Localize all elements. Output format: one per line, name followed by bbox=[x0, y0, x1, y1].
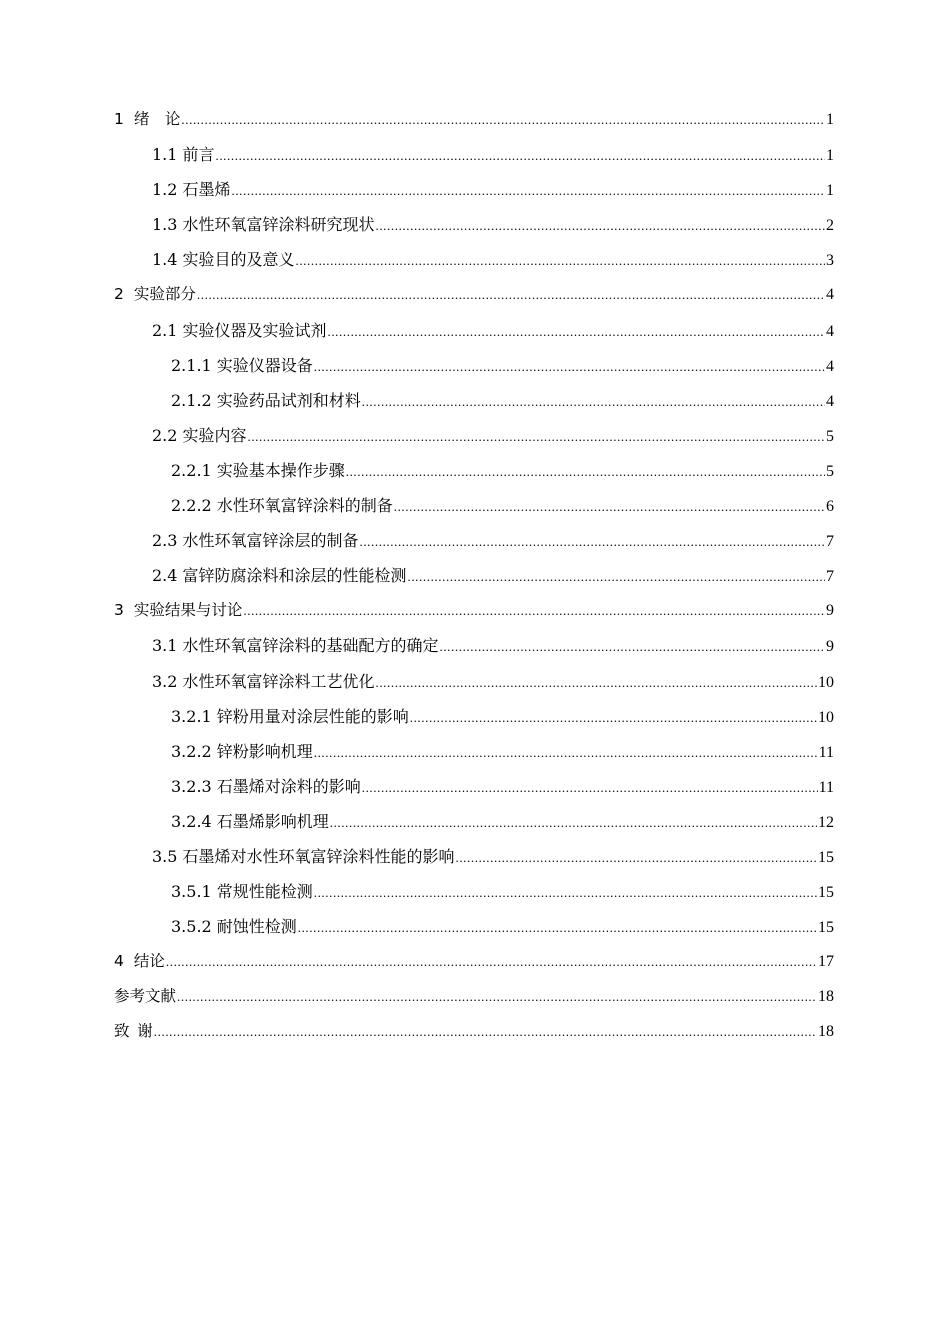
toc-dot-leader bbox=[362, 770, 818, 805]
toc-page-number: 9 bbox=[826, 638, 834, 656]
toc-page-number: 4 bbox=[826, 392, 834, 410]
toc-page-number: 15 bbox=[818, 848, 834, 866]
toc-dot-leader bbox=[243, 593, 825, 628]
toc-entry-number: 2.1.2 bbox=[171, 390, 212, 410]
toc-entry-text bbox=[152, 523, 358, 558]
toc-entry-number: 2.2 bbox=[152, 425, 178, 445]
toc-entry[interactable] bbox=[114, 699, 834, 734]
toc-entry[interactable] bbox=[114, 769, 834, 804]
toc-entry-title: 石墨烯影响机理 bbox=[216, 811, 329, 831]
toc-entry[interactable] bbox=[114, 593, 834, 628]
toc-entry-text bbox=[114, 102, 180, 137]
toc-entry[interactable] bbox=[114, 242, 834, 277]
toc-entry[interactable] bbox=[114, 348, 834, 383]
toc-entry-number: 1.2 bbox=[152, 180, 178, 200]
toc-dot-leader bbox=[314, 875, 817, 910]
toc-entry-title: 富锌防腐涂料和涂层的性能检测 bbox=[182, 566, 407, 586]
toc-entry-text bbox=[152, 664, 374, 699]
toc-entry-text bbox=[152, 313, 326, 348]
toc-dot-leader bbox=[314, 735, 818, 770]
toc-entry[interactable] bbox=[114, 418, 834, 453]
toc-entry-number: 2 bbox=[114, 285, 124, 304]
toc-entry-title: 绪 论 bbox=[133, 110, 181, 128]
toc-dot-leader bbox=[298, 910, 817, 945]
toc-dot-leader bbox=[439, 629, 825, 664]
toc-dot-leader bbox=[247, 419, 825, 454]
toc-entry-number: 2.2.2 bbox=[171, 496, 212, 516]
toc-entry-title: 水性环氧富锌涂料研究现状 bbox=[182, 215, 375, 235]
toc-page-number: 1 bbox=[826, 111, 834, 128]
toc-entry-title: 实验目的及意义 bbox=[182, 250, 295, 270]
toc-entry-text bbox=[171, 453, 345, 488]
toc-page-number: 9 bbox=[826, 602, 834, 620]
toc-entry-number: 3.5.1 bbox=[171, 882, 212, 902]
toc-entry-title: 实验仪器及实验试剂 bbox=[182, 320, 327, 340]
toc-entry-number: 4 bbox=[114, 952, 124, 971]
toc-page-number: 17 bbox=[818, 953, 834, 971]
toc-dot-leader bbox=[362, 384, 825, 419]
toc-entry-text bbox=[171, 804, 329, 839]
toc-entry[interactable] bbox=[114, 664, 834, 699]
toc-entry-title: 实验部分 bbox=[133, 285, 196, 304]
toc-entry-title: 实验仪器设备 bbox=[216, 355, 313, 375]
toc-dot-leader bbox=[295, 243, 825, 278]
toc-entry[interactable] bbox=[114, 628, 834, 663]
toc-entry-title: 石墨烯对涂料的影响 bbox=[216, 776, 361, 796]
toc-entry-title: 结论 bbox=[133, 952, 165, 971]
toc-entry[interactable] bbox=[114, 523, 834, 558]
toc-entry[interactable] bbox=[114, 453, 834, 488]
toc-page-number: 1 bbox=[826, 147, 834, 165]
toc-page-number: 11 bbox=[818, 778, 834, 796]
toc-entry-number: 3.5 bbox=[152, 846, 178, 866]
toc-entry-text bbox=[171, 769, 361, 804]
toc-page-number: 10 bbox=[818, 708, 834, 726]
toc-dot-leader bbox=[215, 138, 825, 173]
toc-entry[interactable] bbox=[114, 207, 834, 242]
toc-page-number: 18 bbox=[818, 1023, 834, 1041]
toc-entry-text bbox=[152, 418, 246, 453]
toc-entry[interactable] bbox=[114, 944, 834, 979]
toc-entry-number: 3.1 bbox=[152, 636, 178, 656]
toc-dot-leader bbox=[394, 489, 825, 524]
toc-entry-text bbox=[152, 207, 374, 242]
toc-entry[interactable] bbox=[114, 909, 834, 944]
toc-entry-title: 致 谢 bbox=[114, 1022, 153, 1041]
toc-dot-leader bbox=[346, 454, 825, 489]
toc-entry[interactable] bbox=[114, 277, 834, 312]
toc-entry-text bbox=[152, 628, 438, 663]
toc-entry-text bbox=[152, 839, 454, 874]
table-of-contents bbox=[114, 102, 834, 1050]
toc-page-number: 6 bbox=[826, 498, 834, 516]
toc-dot-leader bbox=[231, 173, 825, 208]
toc-entry-number: 1.4 bbox=[152, 250, 178, 270]
toc-entry-title: 实验内容 bbox=[182, 425, 247, 445]
toc-entry-number: 1 bbox=[114, 110, 124, 128]
toc-entry-title: 实验基本操作步骤 bbox=[216, 460, 345, 480]
toc-page-number: 4 bbox=[826, 357, 834, 375]
toc-dot-leader bbox=[455, 840, 817, 875]
toc-entry-text bbox=[114, 1014, 153, 1049]
toc-dot-leader bbox=[375, 665, 817, 700]
toc-entry-number: 2.4 bbox=[152, 566, 178, 586]
toc-entry-text bbox=[171, 699, 409, 734]
toc-entry-title: 参考文献 bbox=[114, 987, 177, 1006]
toc-entry[interactable] bbox=[114, 313, 834, 348]
toc-dot-leader bbox=[181, 102, 825, 137]
toc-entry-text bbox=[114, 979, 176, 1014]
toc-entry-number: 2.3 bbox=[152, 531, 178, 551]
toc-entry-title: 实验结果与讨论 bbox=[133, 601, 243, 620]
toc-entry[interactable] bbox=[114, 172, 834, 207]
toc-entry-title: 水性环氧富锌涂料的制备 bbox=[216, 496, 393, 516]
toc-entry[interactable] bbox=[114, 874, 834, 909]
toc-entry-title: 实验药品试剂和材料 bbox=[216, 390, 361, 410]
toc-entry-title: 水性环氧富锌涂料工艺优化 bbox=[182, 671, 375, 691]
toc-dot-leader bbox=[330, 805, 817, 840]
toc-dot-leader bbox=[410, 700, 817, 735]
toc-entry-title: 锌粉影响机理 bbox=[216, 741, 313, 761]
toc-entry-title: 常规性能检测 bbox=[216, 882, 313, 902]
toc-entry-text bbox=[152, 558, 406, 593]
toc-page-number: 12 bbox=[818, 813, 834, 831]
toc-entry-number: 1.3 bbox=[152, 215, 178, 235]
toc-dot-leader bbox=[327, 314, 825, 349]
toc-page-number: 7 bbox=[826, 533, 834, 551]
toc-dot-leader bbox=[177, 979, 817, 1014]
toc-page-number: 11 bbox=[818, 743, 834, 761]
toc-entry-number: 3.5.2 bbox=[171, 917, 212, 937]
toc-page-number: 5 bbox=[826, 462, 834, 480]
toc-entry[interactable] bbox=[114, 804, 834, 839]
toc-page-number: 15 bbox=[818, 884, 834, 902]
toc-entry-number: 3.2.4 bbox=[171, 811, 212, 831]
toc-entry-text bbox=[171, 909, 297, 944]
toc-entry[interactable] bbox=[114, 558, 834, 593]
toc-entry-number: 2.1 bbox=[152, 320, 178, 340]
toc-entry[interactable] bbox=[114, 1014, 834, 1049]
toc-entry-title: 水性环氧富锌涂料的基础配方的确定 bbox=[182, 636, 439, 656]
toc-entry-text bbox=[152, 242, 294, 277]
toc-page-number: 2 bbox=[826, 217, 834, 235]
toc-page-number: 4 bbox=[826, 286, 834, 304]
toc-entry-text bbox=[114, 593, 242, 628]
toc-page-number: 1 bbox=[826, 182, 834, 200]
toc-dot-leader bbox=[375, 208, 825, 243]
toc-page-number: 15 bbox=[818, 919, 834, 937]
toc-entry-number: 3.2.1 bbox=[171, 706, 212, 726]
toc-entry-title: 锌粉用量对涂层性能的影响 bbox=[216, 706, 409, 726]
toc-entry-number: 2.1.1 bbox=[171, 355, 212, 375]
toc-entry-text bbox=[171, 348, 313, 383]
toc-entry-text bbox=[171, 874, 313, 909]
toc-entry-title: 前言 bbox=[182, 145, 215, 165]
toc-entry[interactable] bbox=[114, 734, 834, 769]
toc-entry-title: 水性环氧富锌涂层的制备 bbox=[182, 531, 359, 551]
toc-dot-leader bbox=[407, 559, 825, 594]
toc-entry-text bbox=[152, 172, 230, 207]
toc-entry-text bbox=[171, 488, 393, 523]
toc-dot-leader bbox=[359, 524, 825, 559]
toc-entry-title: 耐蚀性检测 bbox=[216, 917, 297, 937]
toc-entry[interactable] bbox=[114, 102, 834, 137]
toc-entry-title: 石墨烯对水性环氧富锌涂料性能的影响 bbox=[182, 846, 455, 866]
toc-entry-text bbox=[152, 137, 214, 172]
toc-page-number: 7 bbox=[826, 568, 834, 586]
toc-entry[interactable] bbox=[114, 488, 834, 523]
toc-page-number: 4 bbox=[826, 322, 834, 340]
toc-entry[interactable] bbox=[114, 137, 834, 172]
toc-page-number: 3 bbox=[826, 252, 834, 270]
toc-entry[interactable] bbox=[114, 383, 834, 418]
toc-entry-number: 3 bbox=[114, 601, 124, 620]
toc-page-number: 10 bbox=[818, 673, 834, 691]
toc-entry-number: 3.2.2 bbox=[171, 741, 212, 761]
toc-entry-text bbox=[114, 277, 196, 312]
toc-page-number: 18 bbox=[818, 988, 834, 1006]
toc-entry-number: 3.2.3 bbox=[171, 776, 212, 796]
toc-page-number: 5 bbox=[826, 427, 834, 445]
toc-entry-number: 3.2 bbox=[152, 671, 178, 691]
toc-entry[interactable] bbox=[114, 979, 834, 1014]
toc-entry-text bbox=[171, 383, 361, 418]
toc-entry[interactable] bbox=[114, 839, 834, 874]
toc-entry-number: 1.1 bbox=[152, 145, 178, 165]
toc-entry-number: 2.2.1 bbox=[171, 460, 212, 480]
toc-dot-leader bbox=[166, 944, 817, 979]
toc-dot-leader bbox=[197, 277, 825, 312]
toc-entry-text bbox=[171, 734, 313, 769]
toc-dot-leader bbox=[154, 1014, 817, 1049]
toc-entry-title: 石墨烯 bbox=[182, 180, 231, 200]
toc-entry-text bbox=[114, 944, 165, 979]
toc-dot-leader bbox=[314, 349, 825, 384]
